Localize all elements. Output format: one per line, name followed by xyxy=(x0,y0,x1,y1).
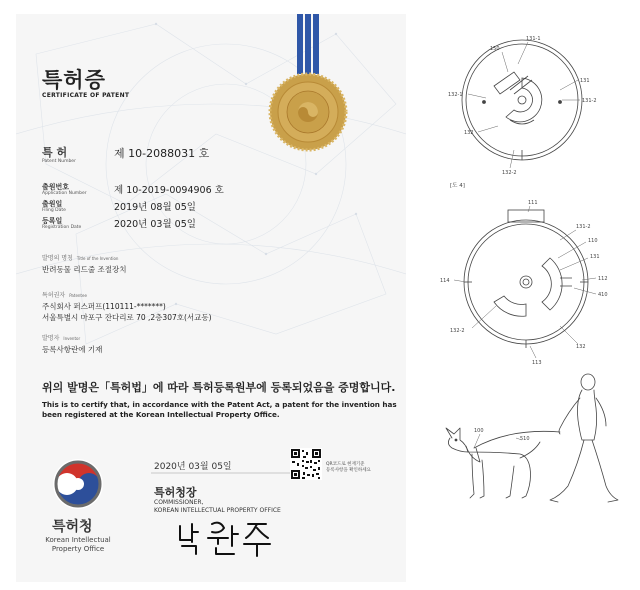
commissioner-signature xyxy=(176,518,276,558)
fig3-label-100: 100 xyxy=(474,428,484,434)
patentee-label xyxy=(42,290,87,299)
qr-code-icon xyxy=(290,448,322,480)
fig1-label-150: 150 xyxy=(490,46,500,52)
fig2-label-113: 113 xyxy=(532,360,542,366)
fig1-label-131: 131 xyxy=(580,78,590,84)
patent-number-value: 제 10-2088031 호 xyxy=(114,147,210,160)
application-number-value: 제 10-2019-0094906 호 xyxy=(114,185,224,196)
invention-title-value: 반려동물 리드줄 조절장치 xyxy=(42,265,127,274)
certificate-title-en: CERTIFICATE OF PATENT xyxy=(42,92,130,99)
filing-date-label: 출원일 xyxy=(42,200,63,208)
registration-date-label-en: Registration Date xyxy=(42,225,82,230)
drawing-figure-2 xyxy=(410,196,640,376)
issue-date: 2020년 03월 05일 xyxy=(154,462,232,472)
inventor-label xyxy=(42,333,80,342)
invention-title-label-ko: 발명의 명칭 xyxy=(42,255,73,262)
office-head-ko: 특허청장 xyxy=(154,486,197,499)
patentee-label-ko: 특허권자 xyxy=(42,292,66,299)
fig2-label-110: 110 xyxy=(588,238,598,244)
fig1-label-131-2: 131-2 xyxy=(582,98,597,104)
qr-note xyxy=(326,462,371,474)
kipo-logo-icon xyxy=(52,458,104,510)
certificate-title-ko: 특허증 xyxy=(42,68,106,92)
patentee-name: 주식회사 퍼스퍼프(110111-*******) xyxy=(42,302,166,311)
filing-date-label-en: Filing Date xyxy=(42,208,66,213)
commissioner-en xyxy=(154,499,281,515)
registration-date-value: 2020년 03월 05일 xyxy=(114,219,196,230)
application-number-label: 출원번호 xyxy=(42,183,70,191)
drawing-figure-1 xyxy=(410,20,640,180)
fig1-label-131-1: 131-1 xyxy=(526,36,541,42)
issue-date-underline xyxy=(151,472,291,475)
patent-number-label: 특 허 xyxy=(42,146,68,159)
patentee-label-en: Patentee xyxy=(69,293,87,298)
fig2-label-132-2: 132-2 xyxy=(450,328,465,334)
fig2-label-111: 111 xyxy=(528,200,538,206)
fig2-label-410: 410 xyxy=(598,292,608,298)
fig2-label-132: 132 xyxy=(576,344,586,350)
fig2-label-114: 114 xyxy=(440,278,450,284)
inventor-label-en: Inventor xyxy=(63,336,81,341)
commissioner-en-line-2: KOREAN INTELLECTUAL PROPERTY OFFICE xyxy=(154,507,281,514)
fig2-label-131: 131 xyxy=(590,254,600,260)
registration-date-label: 등록일 xyxy=(42,217,63,225)
fig2-label-131-2: 131-2 xyxy=(576,224,591,230)
declaration-en: This is to certify that, in accordance with the Patent Act, a patent for the invention has been registered at the Korean Intellectual Property Office. xyxy=(42,400,397,419)
drawing-figure-3 xyxy=(410,368,640,518)
figure-caption-container xyxy=(450,178,490,190)
qr-note-line-2: 등록사항을 확인하세요 xyxy=(326,468,371,473)
patent-number-label-en: Patent Number xyxy=(42,159,76,164)
gold-seal-with-ribbon xyxy=(260,14,356,154)
fig1-label-132: 132 xyxy=(464,130,474,136)
inventor-value: 등록사항란에 기재 xyxy=(42,345,103,354)
commissioner-en-line-1: COMMISSIONER, xyxy=(154,499,204,506)
fig2-label-112: 112 xyxy=(598,276,608,282)
figure-caption: [도 4] xyxy=(450,183,465,189)
fig1-label-132-2: 132-2 xyxy=(502,170,517,176)
filing-date-value: 2019년 08월 05일 xyxy=(114,202,196,213)
qr-note-line-1: QR코드로 현재기준 xyxy=(326,462,365,467)
patentee-address: 서울특별시 마포구 잔다리로 70 ,2층307호(서교동) xyxy=(42,313,212,322)
patent-drawings-panel xyxy=(410,0,640,590)
kipo-logo-text-en: Korean Intellectual Property Office xyxy=(45,536,111,553)
fig1-label-132-1: 132-1 xyxy=(448,92,463,98)
fig3-label-510: 510 xyxy=(520,436,530,442)
invention-title-label xyxy=(42,253,118,262)
invention-title-label-en: Title of the Invention xyxy=(76,256,119,261)
patent-certificate xyxy=(16,14,406,582)
application-number-label-en: Application Number xyxy=(42,191,87,196)
inventor-label-ko: 발명자 xyxy=(42,335,60,342)
declaration-ko: 위의 발명은「특허법」에 따라 특허등록원부에 등록되었음을 증명합니다. xyxy=(42,381,396,394)
kipo-logo-text-ko: 특허청 xyxy=(52,519,93,535)
